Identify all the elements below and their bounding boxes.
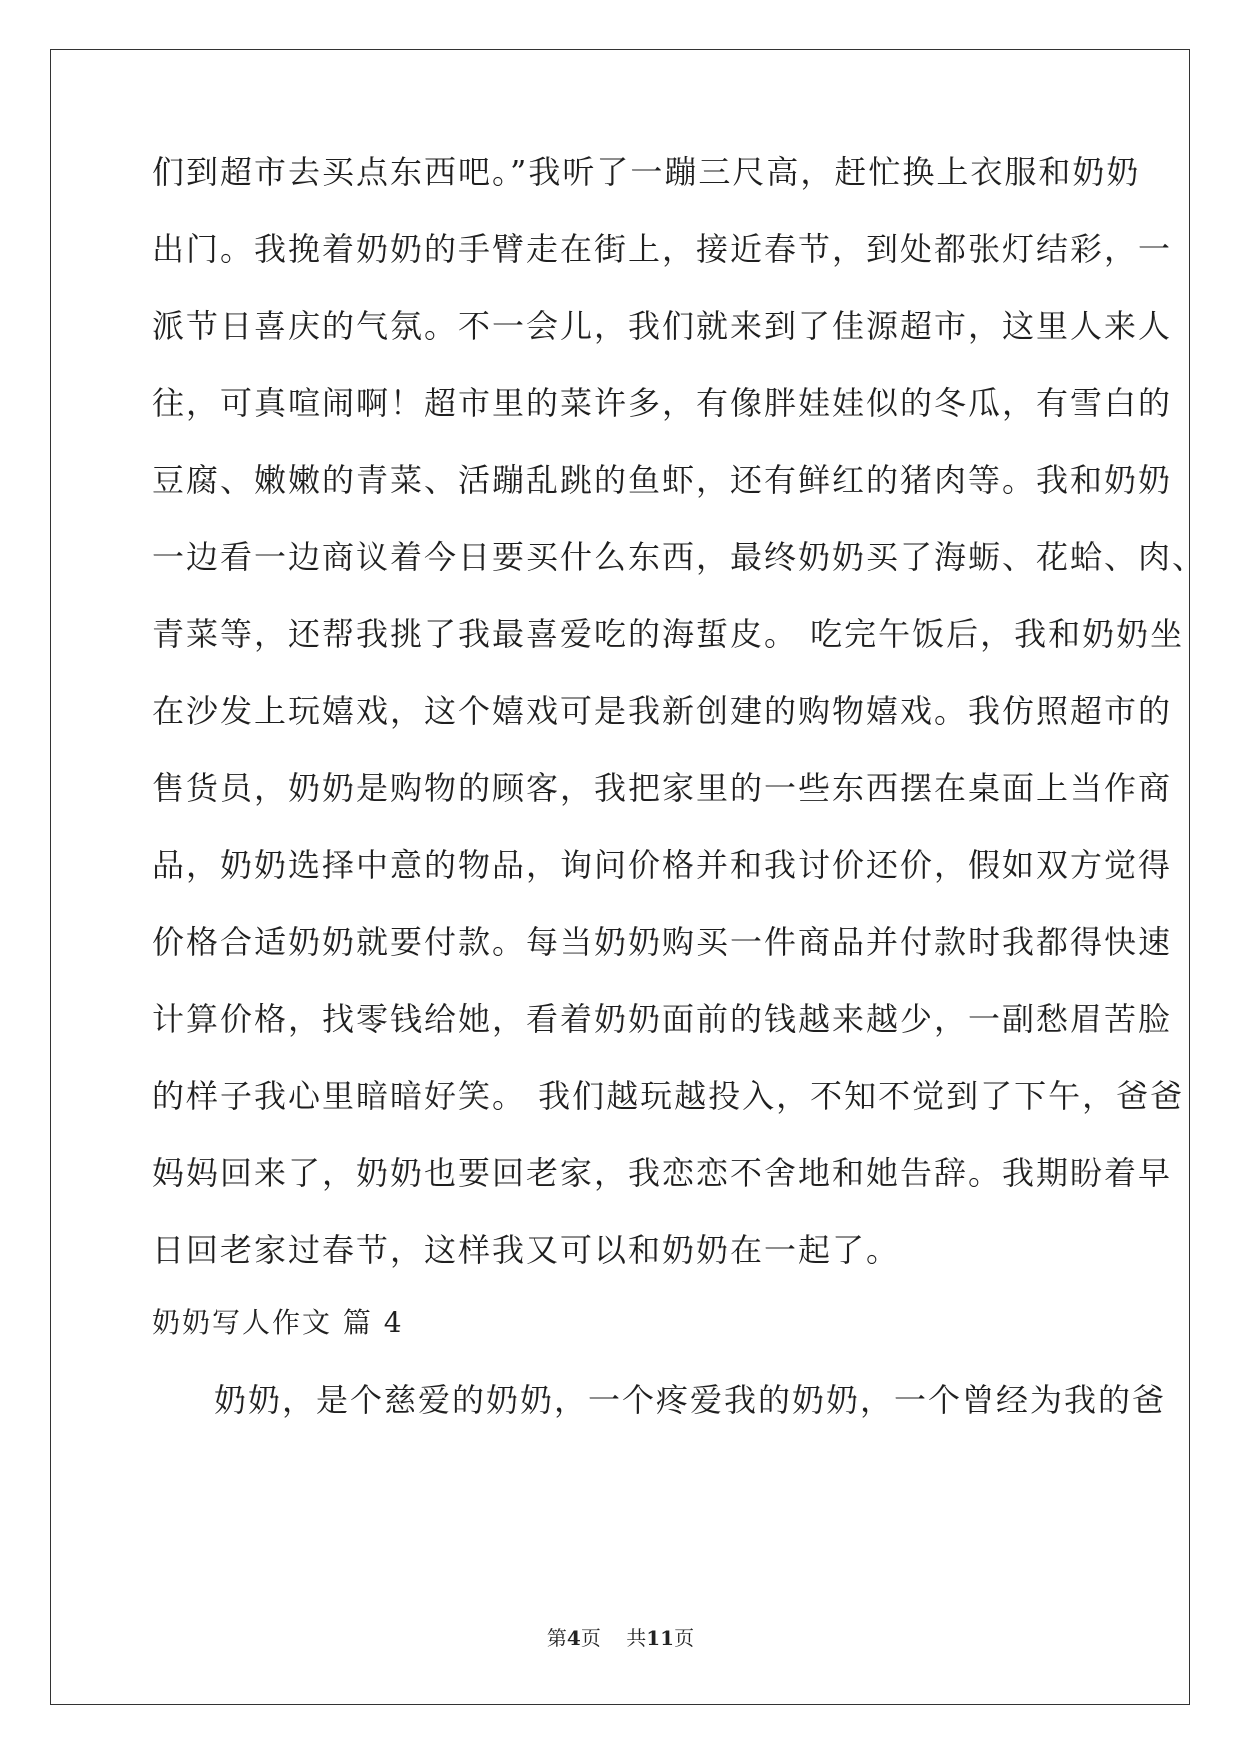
footer-page-number: 4	[566, 1626, 581, 1650]
page-footer	[0, 1622, 1241, 1651]
footer-page-suffix: 页	[580, 1626, 601, 1650]
footer-total-pages: 11	[646, 1626, 675, 1650]
text-line: 售货员，奶奶是购物的顾客，我把家里的一些东西摆在桌面上当作商	[152, 769, 1173, 807]
footer-prefix: 第	[546, 1626, 567, 1650]
text-line: 价格合适奶奶就要付款。每当奶奶购买一件商品并付款时我都得快速	[152, 923, 1173, 961]
text-line: 妈妈回来了，奶奶也要回老家，我恋恋不舍地和她告辞。我期盼着早	[152, 1154, 1173, 1192]
text-line: 在沙发上玩嬉戏，这个嬉戏可是我新创建的购物嬉戏。我仿照超市的	[152, 692, 1173, 730]
text-line: 品，奶奶选择中意的物品，询问价格并和我讨价还价，假如双方觉得	[152, 846, 1173, 884]
footer-total-prefix: 共	[626, 1626, 647, 1650]
text-line: 奶奶，是个慈爱的奶奶，一个疼爱我的奶奶，一个曾经为我的爸	[214, 1381, 1167, 1419]
text-line: 出门。我挽着奶奶的手臂走在街上，接近春节，到处都张灯结彩，一	[152, 230, 1173, 268]
text-line: 一边看一边商议着今日要买什么东西，最终奶奶买了海蛎、花蛤、肉、	[152, 538, 1207, 576]
text-line: 往，可真喧闹啊！超市里的菜许多，有像胖娃娃似的冬瓜，有雪白的	[152, 384, 1173, 422]
text-line: 计算价格，找零钱给她，看着奶奶面前的钱越来越少，一副愁眉苦脸	[152, 1000, 1173, 1038]
text-line: 豆腐、嫩嫩的青菜、活蹦乱跳的鱼虾，还有鲜红的猪肉等。我和奶奶	[152, 461, 1173, 499]
text-line: 青菜等，还帮我挑了我最喜爱吃的海蜇皮。 吃完午饭后，我和奶奶坐	[152, 615, 1185, 653]
text-line: 们到超市去买点东西吧。”我听了一蹦三尺高，赶忙换上衣服和奶奶	[152, 153, 1141, 191]
footer-total-suffix: 页	[674, 1626, 695, 1650]
section-heading: 奶奶写人作文 篇 4	[152, 1306, 404, 1339]
text-line: 日回老家过春节，这样我又可以和奶奶在一起了。	[152, 1231, 901, 1269]
text-line: 派节日喜庆的气氛。不一会儿，我们就来到了佳源超市，这里人来人	[152, 307, 1173, 345]
text-line: 的样子我心里暗暗好笑。 我们越玩越投入，不知不觉到了下午，爸爸	[152, 1077, 1185, 1115]
